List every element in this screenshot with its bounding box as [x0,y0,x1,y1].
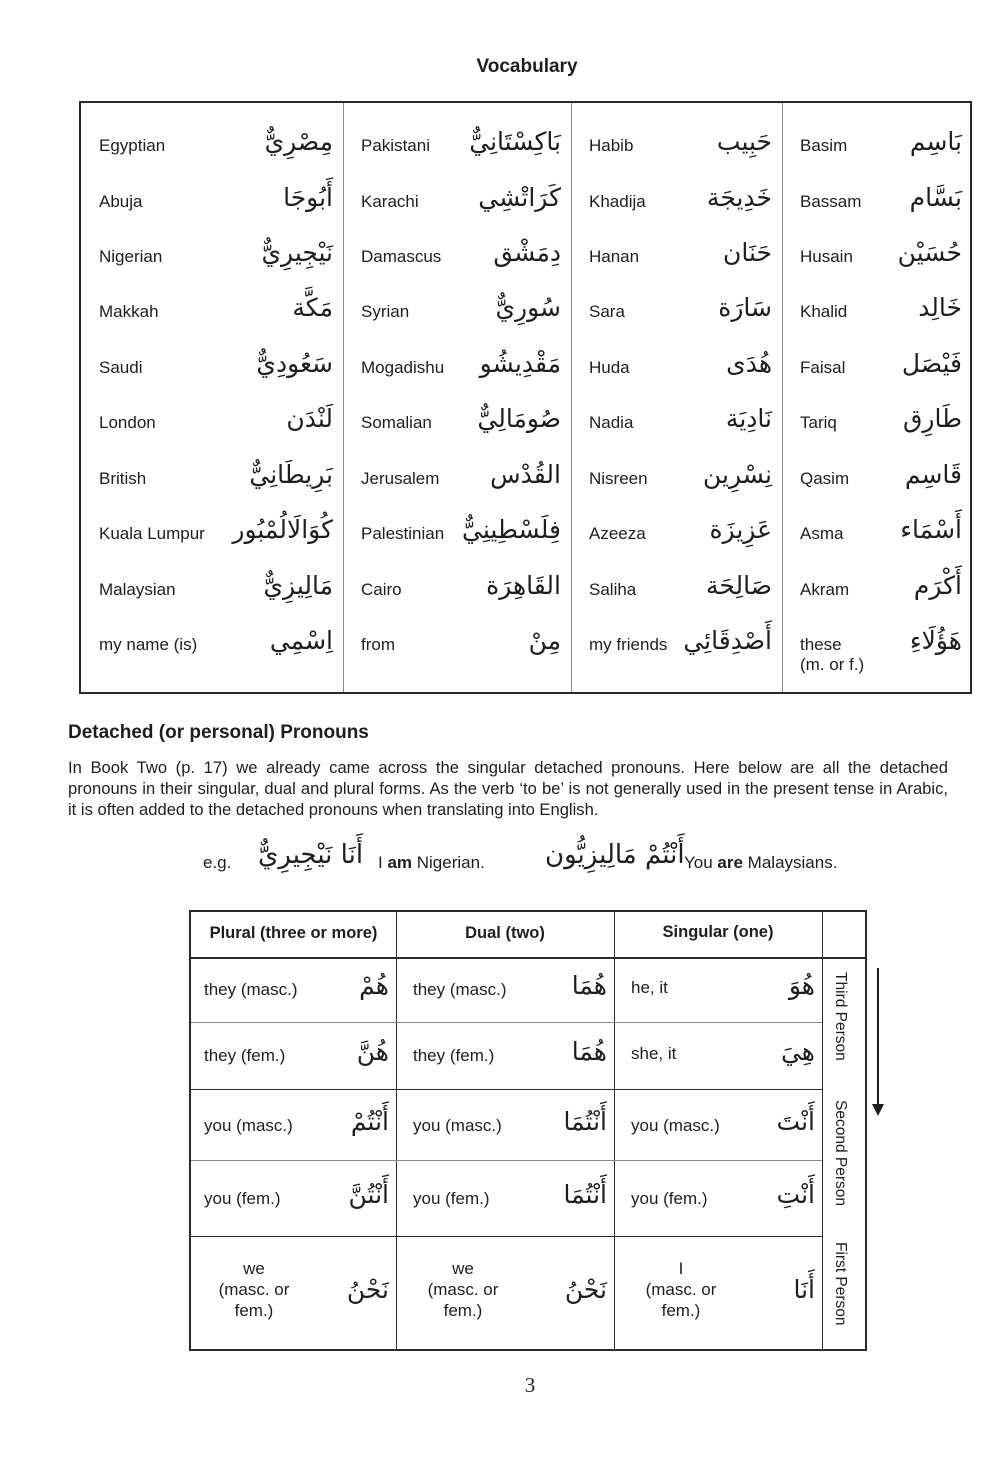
pronoun-arabic: أَنْتُمَا [563,1106,607,1136]
pronoun-english: you (fem.) [204,1189,281,1208]
vocab-english: Hanan [589,247,640,266]
vocab-arabic: كَرَاتْشِي [478,183,561,212]
vocab-arabic: مَكَّة [292,293,333,322]
vocab-english: Jerusalem [361,469,440,488]
vocabulary-title: Vocabulary [476,56,578,77]
vocab-arabic: بَاسِم [909,127,962,156]
pronoun-english: you (fem.) [631,1189,708,1208]
vocab-arabic: حُسَيْن [897,238,962,267]
vocab-arabic: قَاسِم [904,460,962,489]
example-english-2 [684,853,837,873]
vocab-arabic: حَبِيب [716,127,772,156]
vocab-english: Saudi [99,358,143,377]
example-2-verb: are [717,853,743,872]
vocab-english: Damascus [361,247,442,266]
pronoun-english: he, it [631,977,668,997]
vocab-arabic: عَزِيزَة [709,515,772,544]
vocab-arabic: سَعُودِيٌّ [256,349,333,378]
pronoun-english: I (masc. or fem.) [645,1259,717,1320]
pronoun-arabic: أَنْتُمَا [563,1180,607,1209]
vocab-arabic: القَاهِرَة [486,571,561,600]
vocab-arabic: نَادِيَة [725,404,772,433]
pronoun-arabic: هُمْ [359,970,389,1000]
pron-row-rule-3 [191,1160,822,1161]
vocab-english: London [99,413,156,432]
header-dual: Dual (two) [465,924,545,942]
example-arabic-1: أَنَا نَيْجِيرِيٌّ [258,840,364,870]
example-english-1 [378,853,485,873]
vocab-english: Akram [800,580,850,599]
pron-divider-1 [396,912,397,1349]
vocab-english: Nisreen [589,469,648,488]
arrow-head-icon [872,1104,884,1116]
vocab-arabic: مَالِيزِيٌّ [263,571,333,600]
pronoun-english: she, it [631,1043,677,1063]
vocab-arabic: مَقْدِيشُو [479,349,561,378]
vocab-english: my friends [589,635,668,654]
vocab-entry [571,626,782,690]
vocab-arabic: خَدِيجَة [706,183,772,212]
vocab-arabic: أَسْمَاء [900,515,962,544]
page-number: 3 [524,1373,536,1397]
vocab-arabic: بَسَّام [909,183,962,212]
person-order-arrow [877,968,879,1108]
vocab-english: Somalian [361,413,432,432]
vocab-english: Huda [589,358,630,377]
pronoun-arabic: هِيَ [780,1036,815,1066]
vocab-english: British [99,469,147,488]
vocab-arabic: لَنْدَن [286,404,333,433]
pronoun-english: we (masc. or fem.) [218,1259,290,1320]
vocab-english: Habib [589,136,634,155]
vocab-arabic: فِلَسْطِينِيٌّ [462,515,561,544]
vocab-english: Syrian [361,302,410,321]
pronoun-english: you (fem.) [413,1189,490,1208]
label-second-person: Second Person [832,1100,849,1206]
vocab-english: Nadia [589,413,634,432]
pron-header-rule [191,957,865,959]
pronouns-table [189,910,867,1351]
vocab-english: Basim [800,136,848,155]
vocab-english: Qasim [800,469,850,488]
pronoun-arabic: هُوَ [788,970,815,1000]
pronoun-english: you (masc.) [631,1115,720,1135]
vocab-entry [343,626,571,690]
pronoun-arabic: أَنْتِ [776,1180,815,1209]
vocab-arabic: سُورِيٌّ [495,293,561,322]
vocab-english: my name (is) [99,635,198,654]
vocab-arabic: بَاكِسْتَانِيٌّ [469,127,561,156]
example-2-part-c: Malaysians. [742,853,838,872]
example-arabic-2: أَنْتُمْ مَالِيزِيُّون [545,840,685,870]
vocab-english: Sara [589,302,625,321]
pronoun-arabic: أَنْتُمْ [350,1106,389,1136]
header-singular: Singular (one) [662,923,774,941]
vocab-english: Karachi [361,192,419,211]
vocab-english: Bassam [800,192,862,211]
vocab-english: Kuala Lumpur [99,524,205,543]
pronouns-section-title: Detached (or personal) Pronouns [68,722,369,743]
example-1-verb: am [387,853,413,872]
vocab-arabic: هَؤُلَاءِ [909,626,962,655]
pron-row-rule-2 [191,1089,822,1090]
label-first-person: First Person [832,1242,849,1326]
pronoun-english: you (masc.) [204,1115,293,1135]
pronoun-arabic: هُنَّ [356,1036,389,1066]
vocab-arabic: خَالِد [918,293,962,322]
vocab-english: from [361,635,395,654]
pronouns-intro-paragraph: In Book Two (p. 17) we already came across the singular detached pronouns. Here below are all the detached pronouns in their singular, dual and plural forms. As the verb ‘to be’ is not generally used in the present tense in Arabic, it is often added to the detached pronouns when translating into English. [68,758,948,819]
pron-row-rule-4 [191,1236,822,1237]
vocab-arabic: مِصْرِيٌّ [264,127,333,156]
vocab-arabic: نَيْجِيرِيٌّ [261,238,333,267]
vocab-english: Khadija [589,192,646,211]
vocab-arabic: مِنْ [528,626,561,655]
vocab-english: Nigerian [99,247,163,266]
vocab-arabic: سَارَة [718,293,772,322]
vocab-english: Azeeza [589,524,646,543]
vocab-arabic: أَبُوجَا [283,183,333,212]
vocab-english: Makkah [99,302,159,321]
vocab-english: Abuja [99,192,143,211]
vocab-english: Palestinian [361,524,445,543]
vocab-arabic: أَكْرَم [913,571,962,600]
pronoun-arabic: أَنْتُنَّ [348,1180,389,1209]
vocab-entry [782,626,972,690]
vocab-english: Saliha [589,580,637,599]
pron-row-rule-1 [191,1022,822,1023]
vocab-english: Cairo [361,580,402,599]
example-1-part-c: Nigerian. [412,853,485,872]
vocab-entry [81,626,343,690]
vocab-arabic: بَرِيطَانِيٌّ [249,460,333,489]
vocab-arabic: دِمَشْق [493,238,561,267]
vocab-english: these (m. or f.) [800,635,865,674]
vocab-english: Husain [800,247,853,266]
vocab-arabic: حَنَان [723,238,772,267]
label-third-person: Third Person [832,972,849,1061]
vocab-arabic: القُدْس [490,460,561,489]
pronoun-english: they (masc.) [204,979,298,999]
vocab-arabic: طَارِق [903,404,962,433]
example-prefix: e.g. [203,853,232,872]
vocab-arabic: صُومَالِيٌّ [477,404,561,433]
pronoun-arabic: هُمَا [571,970,607,1000]
vocab-arabic: فَيْصَل [901,349,962,378]
example-1-part-a: I [378,853,388,872]
vocab-english: Malaysian [99,580,176,599]
pronoun-english: they (masc.) [413,979,507,999]
vocab-english: Tariq [800,413,837,432]
vocab-english: Pakistani [361,136,430,155]
vocab-arabic: نِسْرِين [702,460,772,489]
pron-divider-3 [822,912,823,1349]
pronoun-english: we (masc. or fem.) [427,1259,499,1320]
pron-divider-2 [614,912,615,1349]
vocab-arabic: هُدَى [726,349,772,378]
pronoun-english: you (masc.) [413,1115,502,1135]
example-2-part-a: You [684,853,718,872]
vocab-english: Khalid [800,302,848,321]
vocab-english: Faisal [800,358,846,377]
vocab-english: Asma [800,524,844,543]
vocab-arabic: صَالِحَة [705,571,772,600]
vocab-arabic: أَصْدِقَائِي [683,626,772,655]
pronoun-arabic: هُمَا [571,1036,607,1066]
vocab-arabic: كُوَالَالُمْبُور [232,515,333,544]
vocab-english: Egyptian [99,136,166,155]
pronoun-arabic: أَنَا [793,1274,815,1304]
pronoun-english: they (fem.) [204,1045,286,1065]
pronoun-english: they (fem.) [413,1045,495,1065]
vocab-english: Mogadishu [361,358,445,377]
pronoun-arabic: نَحْنُ [564,1274,607,1304]
pronoun-arabic: نَحْنُ [346,1274,389,1304]
pronoun-arabic: أَنْتَ [776,1106,815,1136]
header-plural: Plural (three or more) [209,924,378,942]
vocab-arabic: اِسْمِي [269,626,333,655]
vocabulary-table [79,101,972,694]
